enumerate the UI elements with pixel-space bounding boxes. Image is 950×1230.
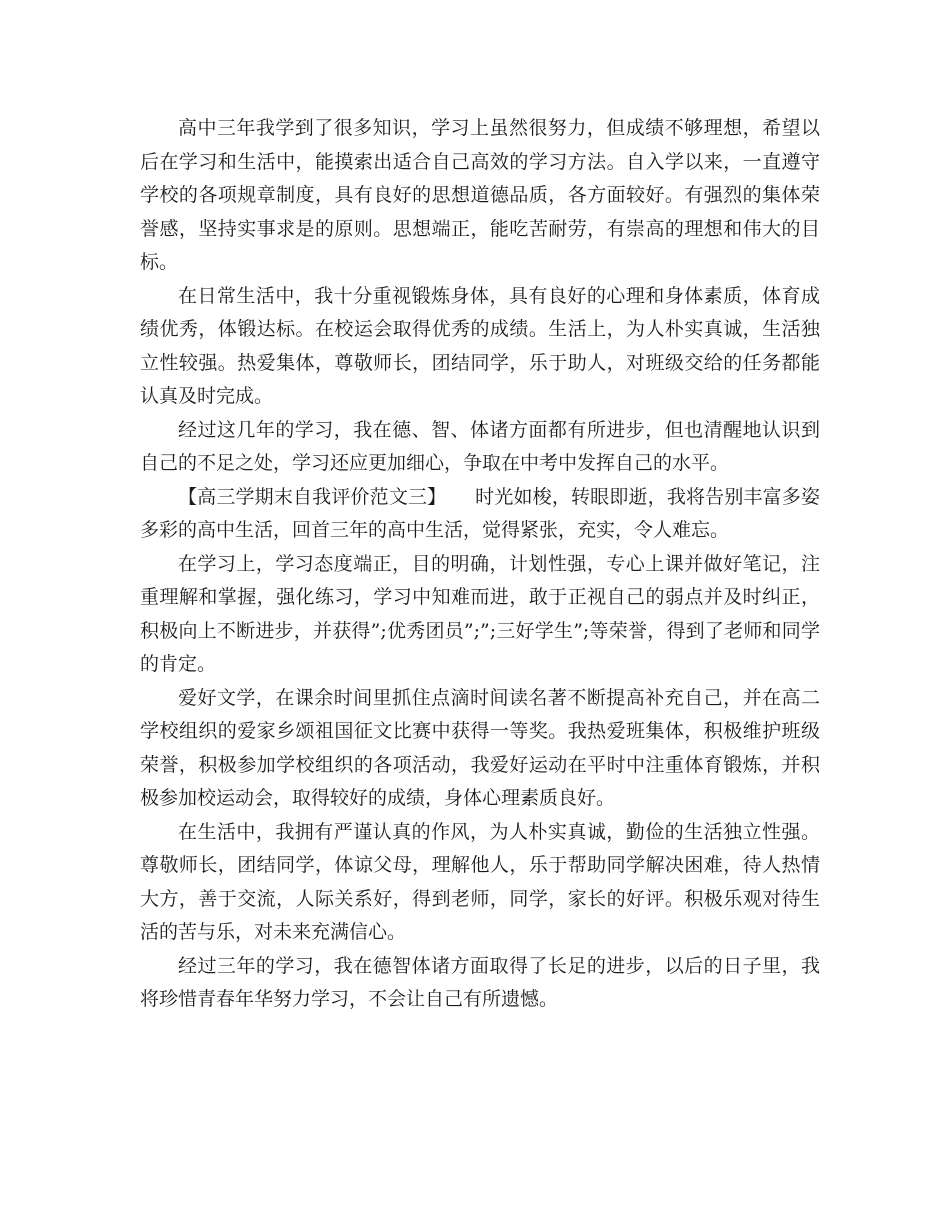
paragraph: 在日常生活中，我十分重视锻炼身体，具有良好的心理和身体素质，体育成绩优秀，体锻达标。在校运会取得优秀的成绩。生活上，为人朴实真诚，生活独立性较强。热爱集体，尊敬师长，团结同学，乐于助人，对班级交给的任务都能认真及时完成。 bbox=[140, 284, 820, 407]
paragraph: 爱好文学，在课余时间里抓住点滴时间读名著不断提高补充自己，并在高二学校组织的爱家乡颂祖国征文比赛中获得一等奖。我热爱班集体，积极维护班级荣誉，积极参加学校组织的各项活动，我爱好运动在平时中注重体育锻炼，并积极参加校运动会，取得较好的成绩，身体心理素质良好。 bbox=[140, 686, 820, 809]
document-body bbox=[140, 112, 820, 1017]
paragraph: 在生活中，我拥有严谨认真的作风，为人朴实真诚，勤俭的生活独立性强。尊敬师长，团结同学，体谅父母，理解他人，乐于帮助同学解决困难，待人热情大方，善于交流，人际关系好，得到老师，同学，家长的好评。积极乐观对待生活的苦与乐，对未来充满信心。 bbox=[140, 820, 820, 943]
paragraph-section-heading: 【高三学期末自我评价范文三】 时光如梭，转眼即逝，我将告别丰富多姿多彩的高中生活，回首三年的高中生活，觉得紧张，充实，令人难忘。 bbox=[140, 485, 820, 541]
paragraph: 高中三年我学到了很多知识，学习上虽然很努力，但成绩不够理想，希望以后在学习和生活中，能摸索出适合自己高效的学习方法。自入学以来，一直遵守学校的各项规章制度，具有良好的思想道德品质，各方面较好。有强烈的集体荣誉感，坚持实事求是的原则。思想端正，能吃苦耐劳，有崇高的理想和伟大的目标。 bbox=[140, 117, 820, 273]
paragraph: 在学习上，学习态度端正，目的明确，计划性强，专心上课并做好笔记，注重理解和掌握，强化练习，学习中知难而进，敢于正视自己的弱点并及时纠正，积极向上不断进步，并获得”;优秀团员”;”;三好学生”;等荣誉，得到了老师和同学的肯定。 bbox=[140, 552, 820, 675]
paragraph: 经过三年的学习，我在德智体诸方面取得了长足的进步，以后的日子里，我将珍惜青春年华努力学习，不会让自己有所遗憾。 bbox=[140, 954, 820, 1010]
paragraph: 经过这几年的学习，我在德、智、体诸方面都有所进步，但也清醒地认识到自己的不足之处，学习还应更加细心，争取在中考中发挥自己的水平。 bbox=[140, 418, 820, 474]
